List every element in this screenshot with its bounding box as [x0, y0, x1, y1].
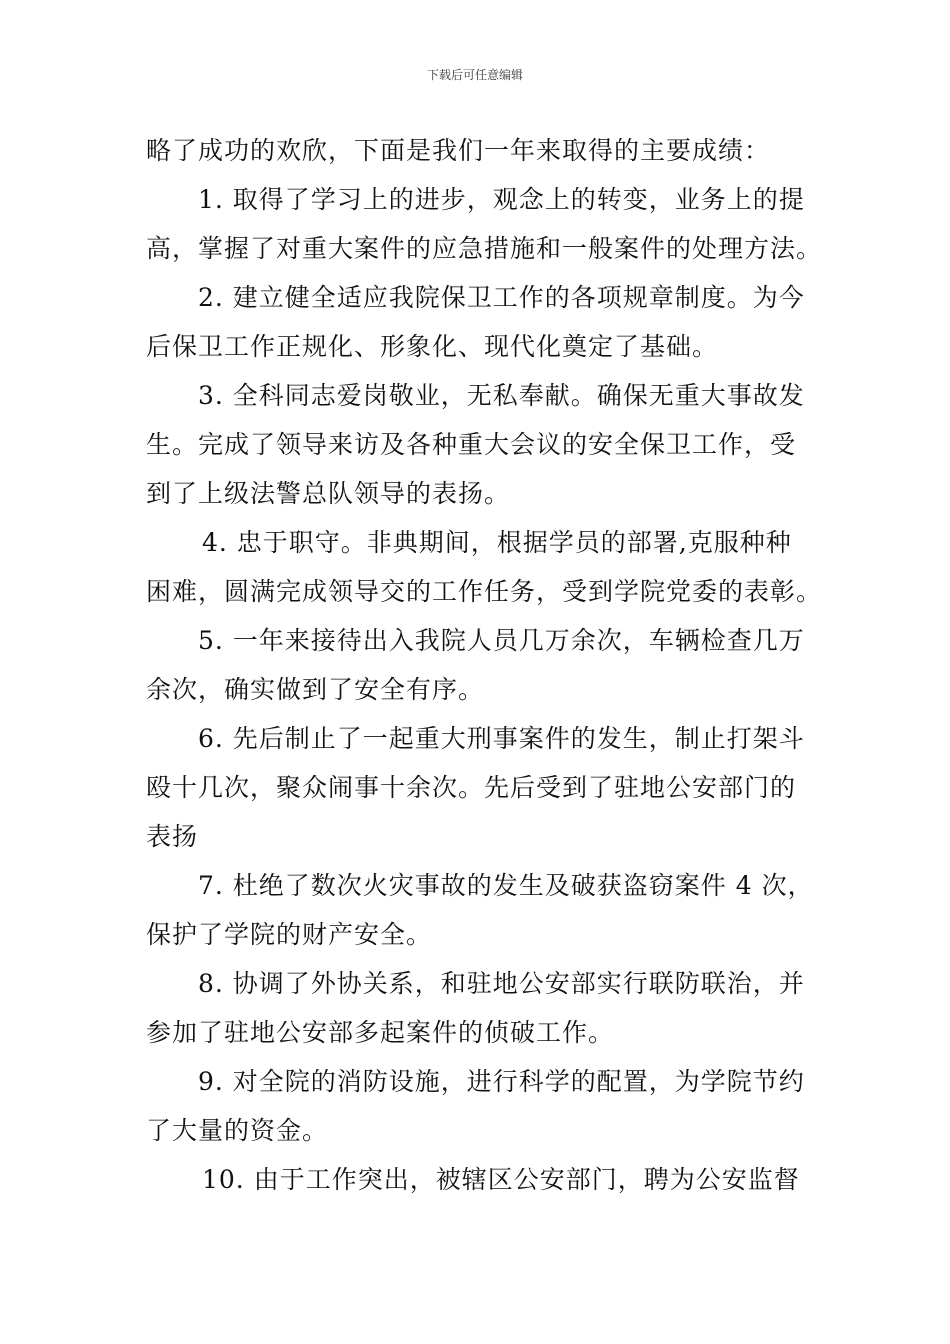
list-item-2-start: 2. 建立健全适应我院保卫工作的各项规章制度。为今 — [198, 283, 805, 312]
text-line: 高，掌握了对重大案件的应急措施和一般案件的处理方法。 — [146, 234, 823, 263]
list-item-9-start: 9. 对全院的消防设施，进行科学的配置，为学院节约 — [198, 1067, 805, 1096]
document-body — [146, 126, 823, 1204]
list-item-3-start: 3. 全科同志爱岗敬业，无私奉献。确保无重大事故发 — [198, 381, 805, 410]
text-line: 到了上级法警总队领导的表扬。 — [146, 479, 511, 508]
list-item-1-start: 1. 取得了学习上的进步，观念上的转变，业务上的提 — [198, 185, 805, 214]
text-line: 略了成功的欢欣，下面是我们一年来取得的主要成绩： — [146, 136, 771, 165]
list-item-8-start: 8. 协调了外协关系，和驻地公安部实行联防联治，并 — [198, 969, 805, 998]
list-item-4-start: 4. 忠于职守。非典期间，根据学员的部署,克服种种 — [202, 528, 792, 557]
list-item-5-start: 5. 一年来接待出入我院人员几万余次，车辆检查几万 — [198, 626, 805, 655]
list-item-6-start: 6. 先后制止了一起重大刑事案件的发生，制止打架斗 — [198, 724, 805, 753]
text-line: 保护了学院的财产安全。 — [146, 920, 433, 949]
text-line: 困难，圆满完成领导交的工作任务，受到学院党委的表彰。 — [146, 577, 823, 606]
text-line: 后保卫工作正规化、形象化、现代化奠定了基础。 — [146, 332, 719, 361]
text-line: 余次，确实做到了安全有序。 — [146, 675, 485, 704]
text-line: 参加了驻地公安部多起案件的侦破工作。 — [146, 1018, 615, 1047]
text-line: 了大量的资金。 — [146, 1116, 329, 1145]
list-item-10-start: 10. 由于工作突出，被辖区公安部门，聘为公安监督 — [202, 1165, 800, 1194]
text-line: 殴十几次，聚众闹事十余次。先后受到了驻地公安部门的 — [146, 773, 797, 802]
text-line: 表扬 — [146, 822, 199, 851]
header-note: 下载后可任意编辑 — [426, 68, 523, 82]
text-line: 生。完成了领导来访及各种重大会议的安全保卫工作，受 — [146, 430, 797, 459]
list-item-7-start: 7. 杜绝了数次火灾事故的发生及破获盗窃案件 4 次， — [198, 871, 814, 900]
